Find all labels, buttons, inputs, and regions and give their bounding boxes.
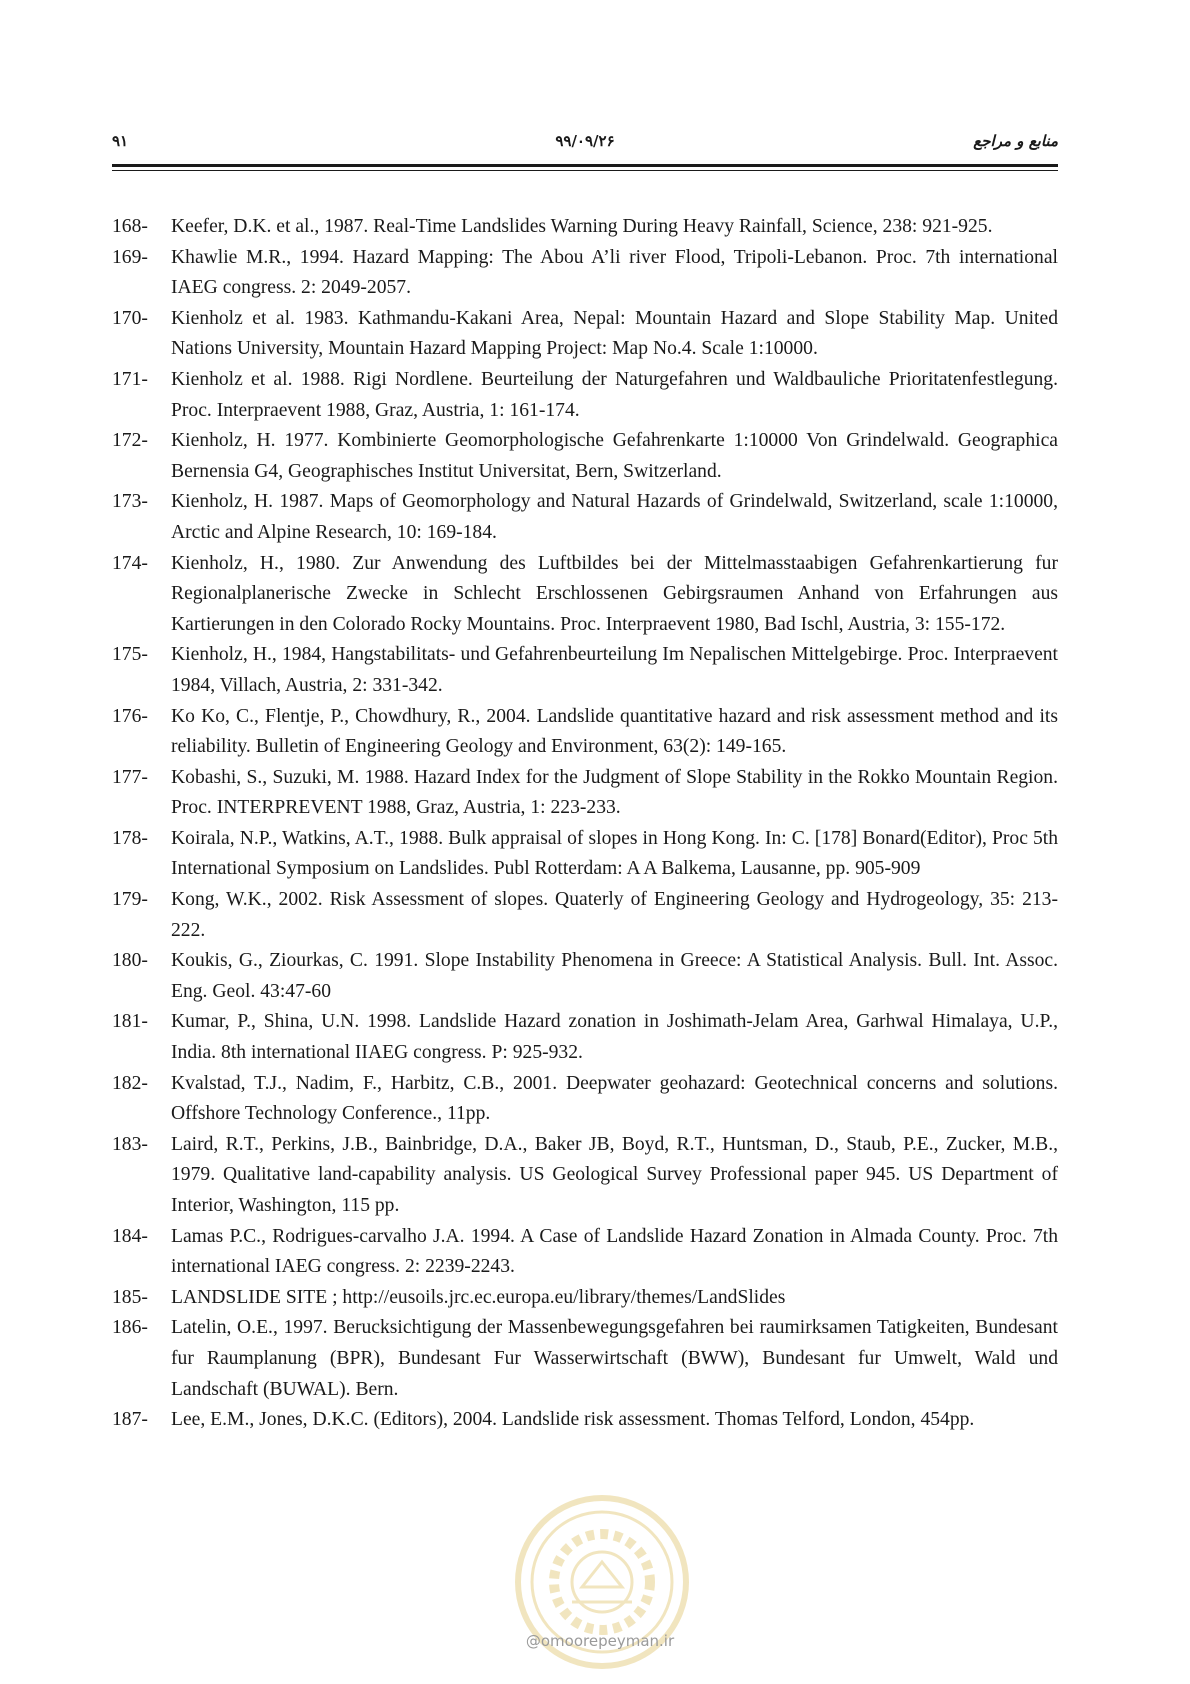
reference-text: Keefer, D.K. et al., 1987. Real-Time Landslides Warning During Heavy Rainfall, Science, 238: 921-925. [171,216,993,237]
header-rule-thin [112,170,1058,171]
reference-item [112,1069,1058,1130]
reference-number: 186- [112,1317,148,1339]
reference-item [112,702,1058,763]
reference-text: Ko Ko, C., Flentje, P., Chowdhury, R., 2004. Landslide quantitative hazard and risk assessment method and its reliability. Bulletin of Engineering Geology and Environment, 63(2): 149-165. [171,705,1058,758]
reference-item [112,1007,1058,1068]
header-date: ۹۹/۰۹/۲۶ [555,132,615,150]
reference-text: Kumar, P., Shina, U.N. 1998. Landslide Hazard zonation in Joshimath-Jelam Area, Garhwal Himalaya, U.P., India. 8th international IIAEG congress. P: 925-932. [171,1011,1058,1064]
header-rule-thick [112,164,1058,167]
page-header [112,130,1058,156]
reference-text: Kienholz, H., 1984, Hangstabilitats- und Gefahrenbeurteilung Im Nepalischen Mittelgebirge. Proc. Interpraevent 1984, Villach, Austria, 2: 331-342. [171,644,1058,696]
reference-number: 187- [112,1409,148,1431]
reference-number: 175- [112,644,148,666]
reference-number: 183- [112,1133,148,1155]
reference-text: Laird, R.T., Perkins, J.B., Bainbridge, D.A., Baker JB, Boyd, R.T., Huntsman, D., Staub, P.E., Zucker, M.B., 1979. Qualitative land-capability analysis. US Geological Survey Professional paper 945. US Department of Interior, Washington, 115 pp. [171,1133,1058,1216]
reference-item [112,487,1058,548]
reference-text: Kobashi, S., Suzuki, M. 1988. Hazard Index for the Judgment of Slope Stability in the Rokko Mountain Region. Proc. INTERPREVENT 1988, Graz, Austria, 1: 223-233. [171,766,1058,819]
reference-item [112,243,1058,304]
reference-item [112,1313,1058,1405]
reference-number: 179- [112,889,148,911]
reference-item [112,365,1058,426]
page-number: ۹۱ [112,132,129,150]
reference-item [112,549,1058,641]
reference-text: Koukis, G., Ziourkas, C. 1991. Slope Instability Phenomena in Greece: A Statistical Analysis. Bull. Int. Assoc. Eng. Geol. 43:47-60 [171,950,1058,1002]
reference-item [112,1222,1058,1283]
reference-text: Latelin, O.E., 1997. Berucksichtigung der Massenbewegungsgefahren bei raumirksamen Tatigkeiten, Bundesant fur Raumplanung (BPR), Bundesant Fur Wasserwirtschaft (BWW), Bundesant fur Umwelt, Wald und Landschaft (BUWAL). Bern. [171,1317,1058,1400]
reference-item [112,824,1058,885]
reference-item [112,885,1058,946]
reference-number: 178- [112,827,148,849]
reference-number: 180- [112,950,148,972]
reference-text: Koirala, N.P., Watkins, A.T., 1988. Bulk appraisal of slopes in Hong Kong. In: C. [178] Bonard(Editor), Proc 5th International Symposium on Landslides. Publ Rotterdam: A A Balkema, Lausanne, pp. 905-909 [171,827,1058,880]
reference-item [112,1130,1058,1222]
reference-item [112,304,1058,365]
reference-item [112,426,1058,487]
reference-number: 177- [112,766,148,788]
reference-number: 181- [112,1011,148,1033]
reference-text: Khawlie M.R., 1994. Hazard Mapping: The Abou A’li river Flood, Tripoli-Lebanon. Proc. 7th international IAEG congress. 2: 2049-2057. [171,246,1058,299]
reference-number: 173- [112,491,148,513]
reference-text: Lamas P.C., Rodrigues-carvalho J.A. 1994. A Case of Landslide Hazard Zonation in Almada County. Proc. 7th international IAEG congress. 2: 2239-2243. [171,1225,1058,1278]
reference-text: Lee, E.M., Jones, D.K.C. (Editors), 2004. Landslide risk assessment. Thomas Telford, London, 454pp. [171,1409,975,1431]
reference-item [112,946,1058,1007]
reference-text: Kienholz et al. 1988. Rigi Nordlene. Beurteilung der Naturgefahren und Waldbauliche Prioritatenfestlegung. Proc. Interpraevent 1988, Graz, Austria, 1: 161-174. [171,368,1058,421]
reference-number: 182- [112,1072,148,1094]
reference-number: 185- [112,1286,148,1308]
reference-list [112,212,1058,1436]
reference-text: Kvalstad, T.J., Nadim, F., Harbitz, C.B., 2001. Deepwater geohazard: Geotechnical concerns and solutions. Offshore Technology Conference., 11pp. [171,1072,1058,1125]
reference-number: 170- [112,307,148,329]
reference-item [112,1283,1058,1314]
watermark-site: @omoorepeyman.ir [525,1632,675,1650]
reference-text: Kienholz, H., 1980. Zur Anwendung des Luftbildes bei der Mittelmasstaabigen Gefahrenkartierung fur Regionalplanerische Zwecke in Schlecht Erschlossenen Gebirgsraumen Anhand von Erfahrungen aus Kartierungen in den Colorado Rocky Mountains. Proc. Interpraevent 1980, Bad Ischl, Austria, 3: 155-172. [171,552,1058,635]
reference-item [112,763,1058,824]
reference-item [112,640,1058,701]
reference-number: 169- [112,246,148,268]
reference-item [112,212,1058,243]
reference-item [112,1405,1058,1436]
reference-text: Kong, W.K., 2002. Risk Assessment of slopes. Quaterly of Engineering Geology and Hydrogeology, 35: 213-222. [171,889,1058,941]
section-title: منابع و مراجع [973,132,1058,150]
reference-number: 176- [112,705,148,727]
reference-number: 184- [112,1225,148,1247]
reference-text: Kienholz et al. 1983. Kathmandu-Kakani Area, Nepal: Mountain Hazard and Slope Stability Map. United Nations University, Mountain Hazard Mapping Project: Map No.4. Scale 1:10000. [171,307,1058,360]
reference-number: 168- [112,216,148,237]
reference-text: LANDSLIDE SITE ; http://eusoils.jrc.ec.europa.eu/library/themes/LandSlides [171,1286,786,1308]
reference-number: 171- [112,368,148,390]
reference-number: 172- [112,430,148,452]
reference-text: Kienholz, H. 1977. Kombinierte Geomorphologische Gefahrenkarte 1:10000 Von Grindelwald. Geographica Bernensia G4, Geographisches Institut Universitat, Bern, Switzerland. [171,430,1058,482]
reference-text: Kienholz, H. 1987. Maps of Geomorphology and Natural Hazards of Grindelwald, Switzerland, scale 1:10000, Arctic and Alpine Research, 10: 169-184. [171,491,1058,543]
reference-number: 174- [112,552,148,574]
